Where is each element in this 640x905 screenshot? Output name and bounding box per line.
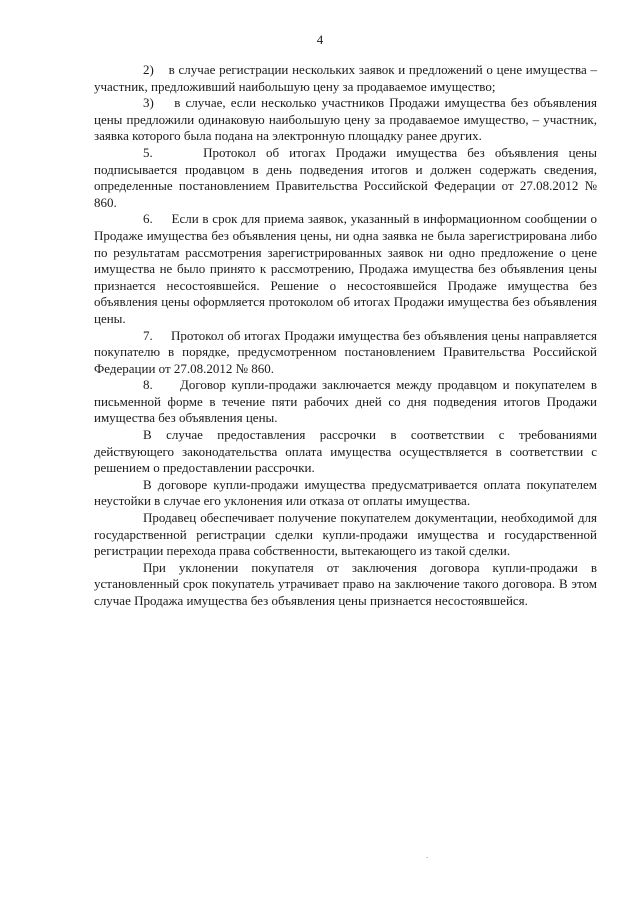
paragraph-section-6: 6. Если в срок для приема заявок, указанный в информационном сообщении о Продаже имущества без объявления цены, ни одна заявка не была зарегистрирована либо по результатам рассмотрения зарегистрированных заявок ни одно предложение о цене имущества не было принято к рассмотрению, Продажа имущества без объявления цены признается несостоявшейся. Решение о несостоявшейся Продаже имущества без объявления цены оформляется протоколом об итогах Продажи имущества без объявления цены. xyxy=(94,211,597,326)
paragraph-seller-duties: Продавец обеспечивает получение покупателем документации, необходимой для государственной регистрации сделки купли-продажи имущества и государственной регистрации перехода права собственности, вытекающего из такой сделки. xyxy=(94,510,597,559)
paragraph-section-8: 8. Договор купли-продажи заключается между продавцом и покупателем в письменной форме в течение пяти рабочих дней со дня подведения итогов Продажи имущества без объявления цены. xyxy=(94,377,597,426)
paragraph-item-2: 2) в случае регистрации нескольких заявок и предложений о цене имущества – участник, предложивший наибольшую цену за продаваемое имущество; xyxy=(94,62,597,94)
page-number: 4 xyxy=(316,32,324,47)
paragraph-penalty: В договоре купли-продажи имущества предусматривается оплата покупателем неустойки в случае его уклонения или отказа от оплаты имущества. xyxy=(94,476,597,509)
paragraph-buyer-evasion: При уклонении покупателя от заключения договора купли-продажи в установленный срок покупатель утрачивает право на заключение такого договора. В этом случае Продажа имущества без объявления цены признается несостоявшейся. xyxy=(94,559,597,608)
paragraph-item-3: 3) в случае, если несколько участников Продажи имущества без объявления цены предложили одинаковую наибольшую цену за продаваемое имущество, – участник, заявка которого была подана на электронную площадку ранее других. xyxy=(94,95,597,144)
paragraph-installment: В случае предоставления рассрочки в соответствии с требованиями действующего законодательства оплата имущества осуществляется в соответствии с решением о предоставлении рассрочки. xyxy=(94,427,597,476)
document-body xyxy=(94,62,597,610)
scan-artifact-mark: . xyxy=(426,850,429,860)
paragraph-section-5: 5. Протокол об итогах Продажи имущества без объявления цены подписывается продавцом в день подведения итогов и должен содержать сведения, определенные постановлением Правительства Российской Федерации от 27.08.2012 № 860. xyxy=(94,144,597,210)
paragraph-section-7: 7. Протокол об итогах Продажи имущества без объявления цены направляется покупателю в порядке, предусмотренном постановлением Правительства Российской Федерации от 27.08.2012 № 860. xyxy=(94,327,597,376)
